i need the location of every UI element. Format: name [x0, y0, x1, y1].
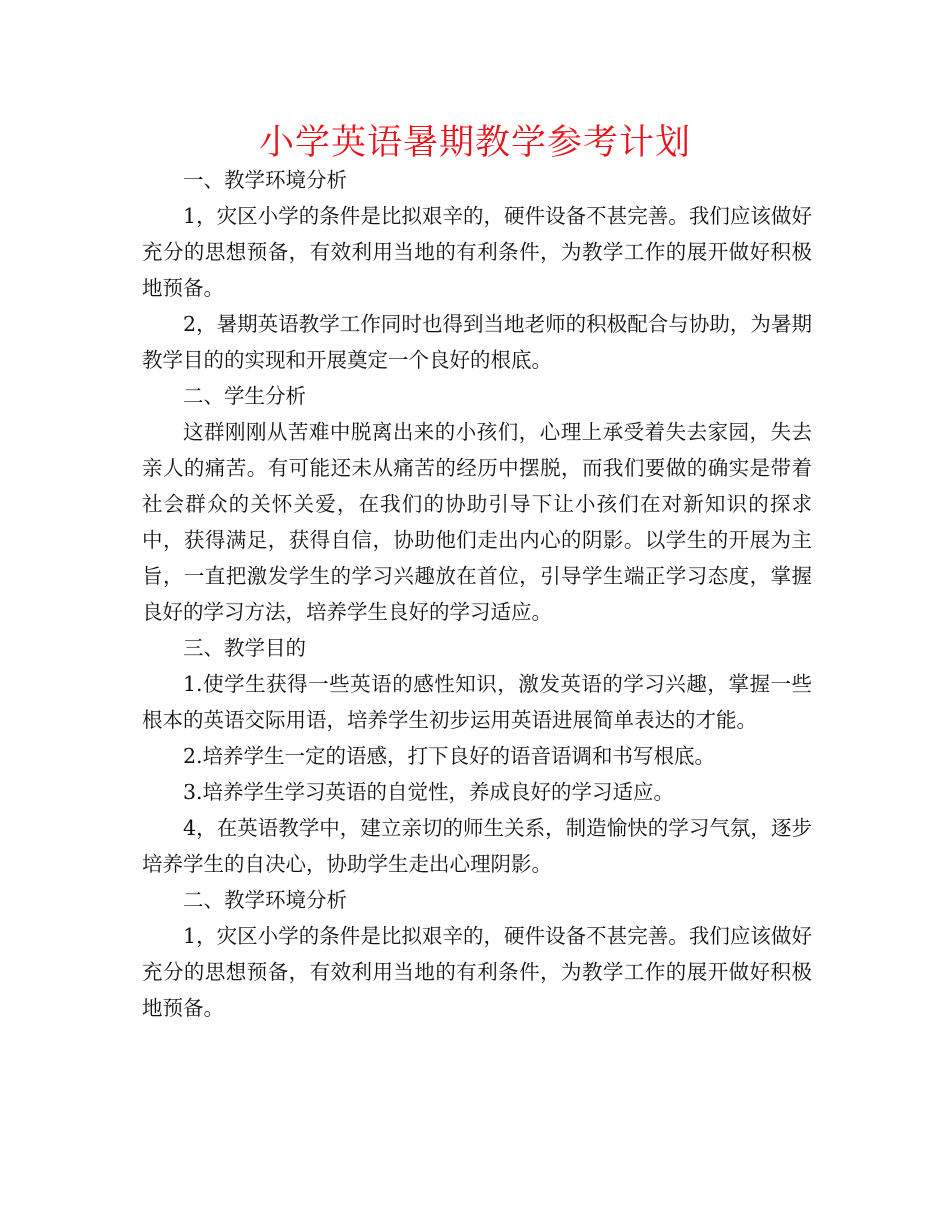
section-heading-goals: 三、教学目的: [183, 636, 306, 660]
paragraph-students: 这群刚刚从苦难中脱离出来的小孩们，心理上承受着失去家园，失去亲人的痛苦。有可能还未从痛苦的经历中摆脱，而我们要做的确实是带着社会群众的关怀关爱，在我们的协助引导下让小孩们在对新知识的探求中，获得满足，获得自信，协助他们走出内心的阴影。以学生的开展为主旨，一直把激发学生的学习兴趣放在首位，引导学生端正学习态度，掌握良好的学习方法，培养学生良好的学习适应。: [142, 420, 812, 624]
paragraph-goal-4: 4，在英语教学中，建立亲切的师生关系，制造愉快的学习气氛，逐步培养学生的自决心，协助学生走出心理阴影。: [142, 816, 812, 876]
document-title: 小学英语暑期教学参考计划: [258, 123, 691, 163]
section-heading-students: 二、学生分析: [183, 384, 306, 408]
section-heading-environment-repeat: 二、教学环境分析: [183, 888, 347, 912]
paragraph-goal-1: 1.使学生获得一些英语的感性知识，激发英语的学习兴趣，掌握一些根本的英语交际用语，培养学生初步运用英语进展简单表达的才能。: [142, 672, 812, 732]
paragraph-goal-2: 2.培养学生一定的语感，打下良好的语音语调和书写根底。: [183, 744, 716, 768]
document-body: [142, 162, 812, 1026]
section-heading-environment: 一、教学环境分析: [183, 168, 347, 192]
paragraph-environment-repeat: 1，灾区小学的条件是比拟艰辛的，硬件设备不甚完善。我们应该做好充分的思想预备，有效利用当地的有利条件，为教学工作的展开做好积极地预备。: [142, 924, 812, 1020]
paragraph-environment-2: 2，暑期英语教学工作同时也得到当地老师的积极配合与协助，为暑期教学目的的实现和开展奠定一个良好的根底。: [142, 312, 812, 372]
paragraph-environment-1: 1，灾区小学的条件是比拟艰辛的，硬件设备不甚完善。我们应该做好充分的思想预备，有效利用当地的有利条件，为教学工作的展开做好积极地预备。: [142, 204, 812, 300]
paragraph-goal-3: 3.培养学生学习英语的自觉性，养成良好的学习适应。: [183, 780, 675, 804]
